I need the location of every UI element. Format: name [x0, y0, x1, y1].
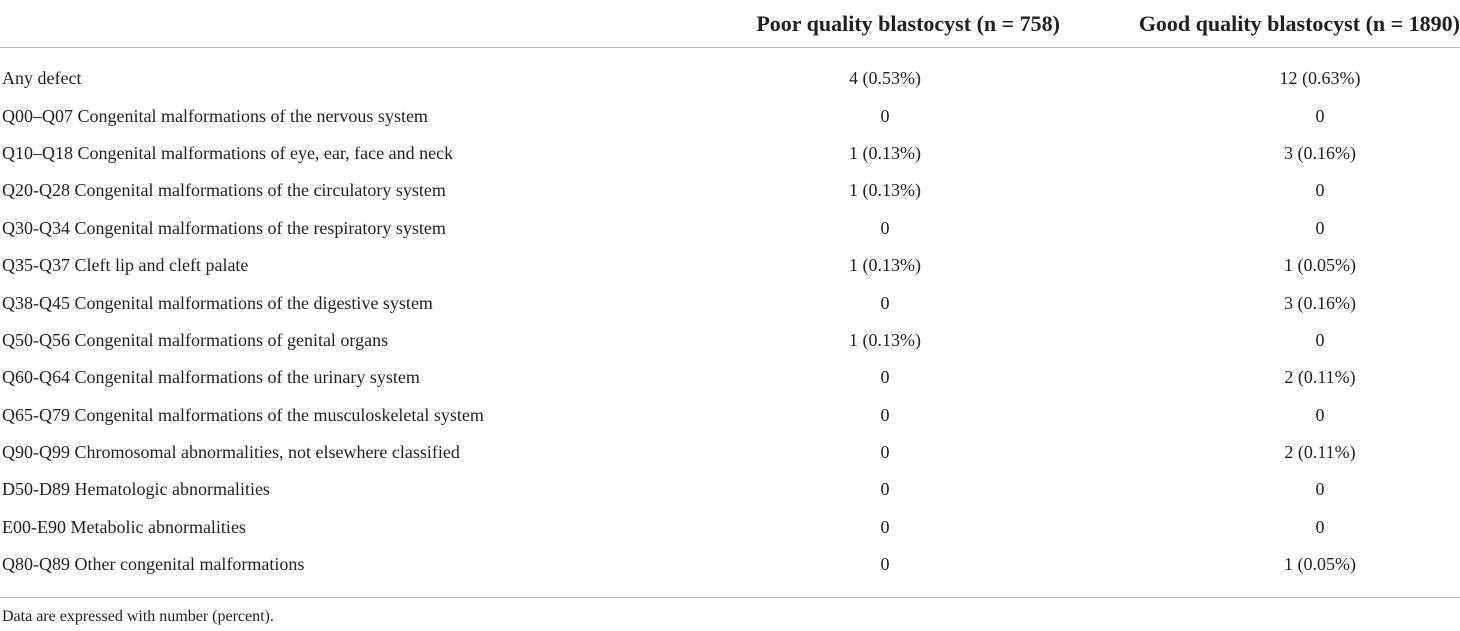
table-row: [0, 434, 1460, 471]
table-row: [0, 135, 1460, 172]
table-footnote: Data are expressed with number (percent).: [2, 608, 274, 625]
row-label: Q60-Q64 Congenital malformations of the urinary system: [2, 367, 420, 388]
row-label: Q38-Q45 Congenital malformations of the digestive system: [2, 292, 433, 313]
row-poor-value: 1 (0.13%): [849, 142, 921, 163]
row-label: Q35-Q37 Cleft lip and cleft palate: [2, 255, 249, 276]
row-good-value: 0: [1315, 329, 1325, 350]
table-row: [0, 210, 1460, 247]
row-good-value: 2 (0.11%): [1284, 442, 1356, 463]
row-good-value: 0: [1315, 516, 1325, 537]
row-good-value: 1 (0.05%): [1284, 255, 1356, 276]
table-row: [0, 471, 1460, 508]
row-label: Q80-Q89 Other congenital malformations: [2, 554, 305, 575]
table-row: [0, 322, 1460, 359]
row-label: Q30-Q34 Congenital malformations of the respiratory system: [2, 217, 446, 238]
row-poor-value: 1 (0.13%): [849, 329, 921, 350]
row-label: Any defect: [2, 68, 82, 89]
row-poor-value: 1 (0.13%): [849, 180, 921, 201]
row-label: Q00–Q07 Congenital malformations of the nervous system: [2, 105, 428, 126]
row-label: Q65-Q79 Congenital malformations of the musculoskeletal system: [2, 404, 484, 425]
row-poor-value: 0: [880, 292, 890, 313]
row-good-value: 0: [1315, 404, 1325, 425]
row-label: Q20-Q28 Congenital malformations of the circulatory system: [2, 180, 446, 201]
row-label: D50-D89 Hematologic abnormalities: [2, 479, 270, 500]
row-good-value: 2 (0.11%): [1284, 367, 1356, 388]
row-poor-value: 0: [880, 217, 890, 238]
table-row: [0, 359, 1460, 396]
row-label: Q50-Q56 Congenital malformations of genital organs: [2, 329, 389, 350]
header-label: [0, 0, 570, 48]
table-row: [0, 546, 1460, 595]
table-row: [0, 172, 1460, 209]
row-poor-value: 4 (0.53%): [849, 68, 921, 89]
header-good-quality: Good quality blastocyst (n = 1890): [1060, 0, 1460, 48]
table-row: [0, 509, 1460, 546]
row-poor-value: 0: [880, 479, 890, 500]
table-row: [0, 48, 1460, 98]
row-good-value: 0: [1315, 180, 1325, 201]
row-good-value: 3 (0.16%): [1284, 292, 1356, 313]
row-poor-value: 0: [880, 516, 890, 537]
row-good-value: 3 (0.16%): [1284, 142, 1356, 163]
table-row: [0, 247, 1460, 284]
table-row: [0, 284, 1460, 321]
row-good-value: 12 (0.63%): [1279, 68, 1361, 89]
row-good-value: 0: [1315, 479, 1325, 500]
row-poor-value: 0: [880, 367, 890, 388]
table-row: [0, 397, 1460, 434]
row-label: Q90-Q99 Chromosomal abnormalities, not elsewhere classified: [2, 442, 460, 463]
row-poor-value: 0: [880, 442, 890, 463]
table-bottom-rule: [0, 597, 1460, 598]
row-label: Q10–Q18 Congenital malformations of eye, ear, face and neck: [2, 142, 454, 163]
row-good-value: 0: [1315, 217, 1325, 238]
row-good-value: 1 (0.05%): [1284, 554, 1356, 575]
header-poor-quality: Poor quality blastocyst (n = 758): [570, 0, 1060, 48]
row-poor-value: 0: [880, 105, 890, 126]
row-poor-value: 0: [880, 404, 890, 425]
row-label: E00-E90 Metabolic abnormalities: [2, 516, 246, 537]
table-row: [0, 97, 1460, 134]
row-poor-value: 1 (0.13%): [849, 255, 921, 276]
row-good-value: 0: [1315, 105, 1325, 126]
table-header-row: [0, 0, 1460, 48]
row-poor-value: 0: [880, 554, 890, 575]
